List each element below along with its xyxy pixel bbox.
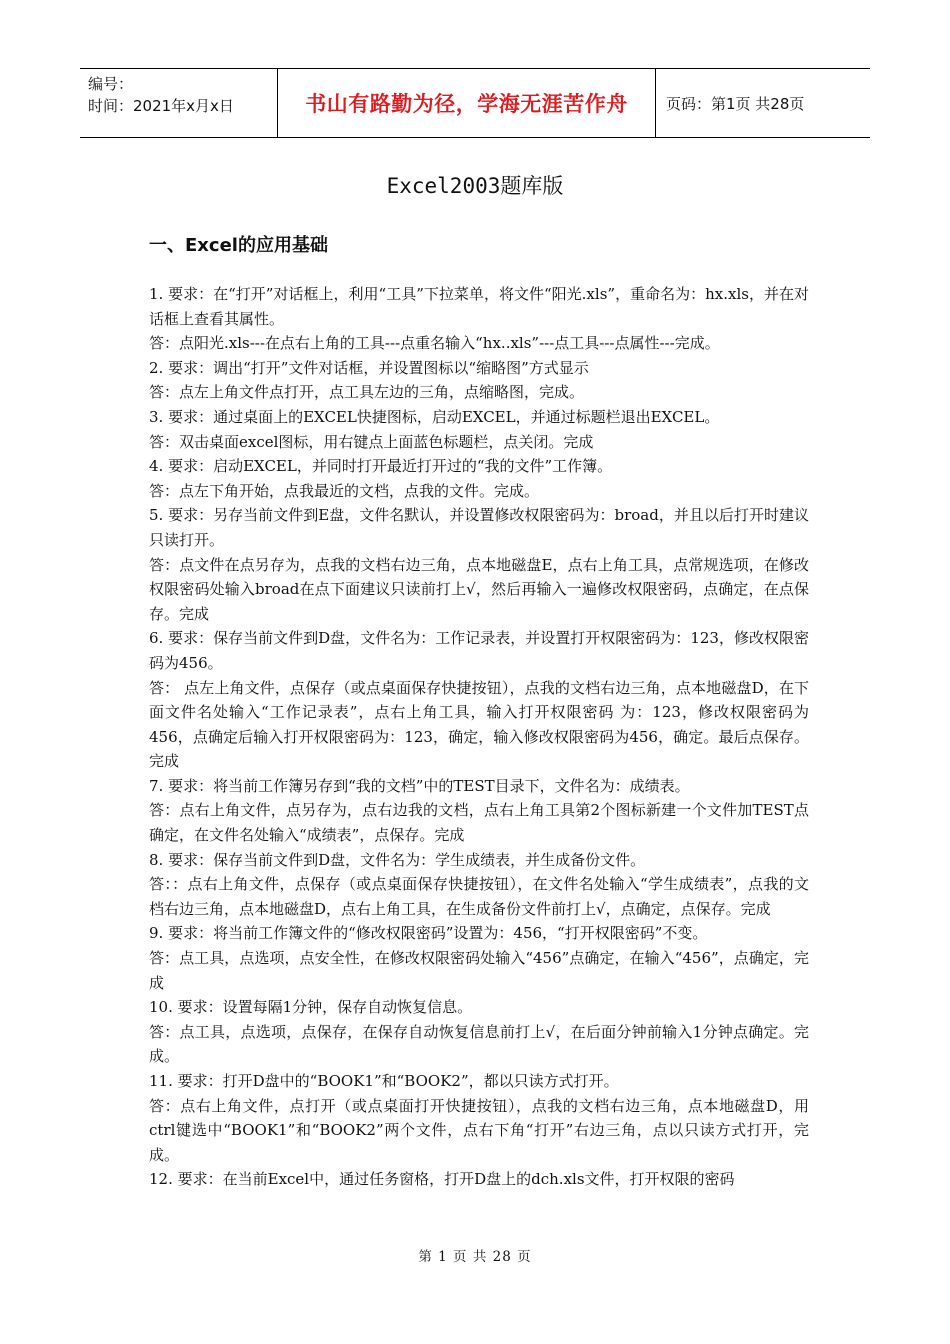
- paragraph: 6. 要求：保存当前文件到D盘，文件名为：工作记录表，并设置打开权限密码为：123，修改权限密码为456。: [149, 629, 809, 672]
- paragraph: 答：点工具，点选项，点保存，在保存自动恢复信息前打上√，在后面分钟前输入1分钟点确定。完成。: [149, 1022, 809, 1066]
- paragraph: 答：：点右上角文件，点保存（或点桌面保存快捷按钮），在文件名处输入“学生成绩表”，点我的文档右边三角，点本地磁盘D，点右上角工具，在生成备份文件前打上√，点确定，点保存。完成: [149, 875, 809, 918]
- paragraph: 答：点左下角开始，点我最近的文档，点我的文件。完成。: [149, 481, 540, 500]
- paragraph: 4. 要求：启动EXCEL，并同时打开最近打开过的“我的文件”工作簿。: [149, 457, 613, 476]
- paragraph: 3. 要求：通过桌面上的EXCEL快捷图标，启动EXCEL，并通过标题栏退出EXCEL。: [149, 407, 720, 426]
- paragraph: 答：点左上角文件点打开，点工具左边的三角，点缩略图，完成。: [149, 383, 585, 402]
- paragraph: 答：点文件在点另存为，点我的文档右边三角，点本地磁盘E，点右上角工具，点常规选项，在修改权限密码处输入broad在点下面建议只读前打上√，然后再输入一遍修改权限密码，点确定，在点保存。完成: [149, 555, 809, 623]
- paragraph: 9. 要求：将当前工作簿文件的“修改权限密码”设置为：456，“打开权限密码”不变。: [149, 924, 708, 943]
- paragraph: 8. 要求：保存当前文件到D盘，文件名为：学生成绩表，并生成备份文件。: [149, 850, 646, 869]
- header-meta-cell: [80, 69, 278, 137]
- paragraph: 7. 要求：将当前工作簿另存到“我的文档”中的TEST目录下，文件名为：成绩表。: [149, 776, 690, 795]
- paragraph: 11. 要求：打开D盘中的“BOOK1”和“BOOK2”，都以只读方式打开。: [149, 1072, 619, 1090]
- paragraph: 12. 要求：在当前Excel中，通过任务窗格，打开D盘上的dch.xls文件，打开权限的密码: [149, 1170, 735, 1189]
- paragraph: 答： 点左上角文件，点保存（或点桌面保存快捷按钮），点我的文档右边三角，点本地磁盘D，在下面文件名处输入“工作记录表”，点右上角工具，输入打开权限密码 为：123，修改权限密码为456，点确定后输入打开权限密码为：123，确定，输入修改权限密码为456，确定。最后点保存。完成: [149, 678, 809, 771]
- document-title: Excel2003题库版: [386, 174, 564, 198]
- document-body: [149, 282, 809, 1192]
- section-heading: 一、Excel的应用基础: [149, 235, 328, 256]
- paragraph: 5. 要求：另存当前文件到E盘，文件名默认，并设置修改权限密码为：broad，并且以后打开时建议只读打开。: [149, 506, 809, 549]
- page-header: [80, 68, 870, 138]
- document-number-label: 编号：: [88, 75, 134, 93]
- paragraph: 答：点右上角文件，点打开（或点桌面打开快捷按钮），点我的文档右边三角，点本地磁盘D，用ctrl键选中“BOOK1”和“BOOK2”两个文件，点右下角“打开”右边三角，点以只读方式打开，完成。: [149, 1096, 809, 1164]
- document-time-label: 时间：2021年x月x日: [88, 97, 234, 115]
- paragraph: 答：双击桌面excel图标，用右键点上面蓝色标题栏，点关闭。完成: [149, 432, 594, 451]
- header-motto: 书山有路勤为径，学海无涯苦作舟: [278, 69, 656, 137]
- paragraph: 10. 要求：设置每隔1分钟，保存自动恢复信息。: [149, 998, 473, 1017]
- page-footer: 第 1 页 共 28 页: [418, 1249, 532, 1265]
- paragraph: 答：点工具，点选项，点安全性，在修改权限密码处输入“456”点确定，在输入“456”，点确定，完成: [149, 949, 809, 992]
- paragraph: 答：点阳光.xls---在点右上角的工具---点重名输入“hx..xls”---点工具---点属性---完成。: [149, 334, 720, 353]
- paragraph: 1. 要求：在“打开”对话框上，利用“工具”下拉菜单，将文件“阳光.xls”，重命名为：hx.xls，并在对话框上查看其属性。: [149, 285, 809, 328]
- paragraph: 答：点右上角文件，点另存为，点右边我的文档，点右上角工具第2个图标新建一个文件加TEST点确定，在文件名处输入“成绩表”，点保存。完成: [149, 801, 809, 845]
- paragraph: 2. 要求：调出“打开”文件对话框，并设置图标以“缩略图”方式显示: [149, 358, 589, 377]
- header-page-info: 页码：第1页 共28页: [666, 94, 805, 113]
